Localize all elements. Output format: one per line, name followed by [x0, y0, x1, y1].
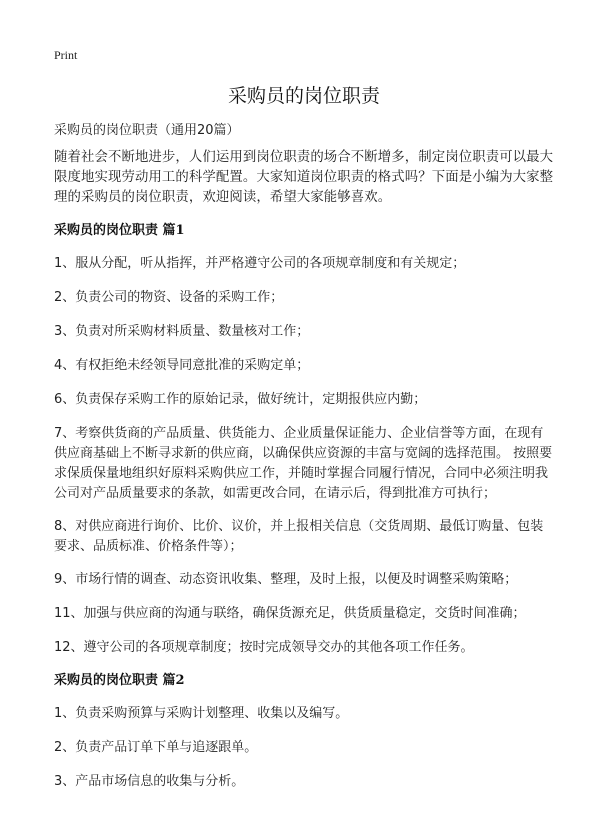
document-page	[54, 44, 554, 806]
list-item: 12、遵守公司的各项规章制度；按时完成领导交办的其他各项工作任务。	[54, 640, 474, 655]
list-item: 3、产品市场信息的收集与分析。	[54, 774, 245, 789]
document-subtitle: 采购员的岗位职责（通用20篇）	[54, 123, 240, 138]
list-item: 6、负责保存采购工作的原始记录，做好统计，定期报供应内勤；	[54, 392, 427, 407]
list-item: 3、负责对所采购材料质量、数量核对工作；	[54, 324, 310, 339]
list-item: 9、市场行情的调查、动态资讯收集、整理，及时上报，以便及时调整采购策略；	[54, 572, 518, 587]
list-item: 1、负责采购预算与采购计划整理、收集以及编写。	[54, 706, 349, 721]
section-heading: 采购员的岗位职责 篇2	[54, 673, 185, 688]
intro-paragraph: 随着社会不断地进步，人们运用到岗位职责的场合不断增多，制定岗位职责可以最大限度地实现劳动用工的科学配置。大家知道岗位职责的格式吗？下面是小编为大家整理的采购员的岗位职责，欢迎阅读，希望大家能够喜欢。	[54, 150, 554, 205]
list-item: 2、负责产品订单下单与追逐跟单。	[54, 740, 258, 755]
list-item: 8、对供应商进行询价、比价、议价，并上报相关信息（交货周期、最低订购量、包装要求、品质标准、价格条件等）；	[54, 519, 544, 554]
list-item: 1、服从分配，听从指挥，并严格遵守公司的各项规章制度和有关规定；	[54, 256, 466, 271]
list-item: 7、考察供货商的产品质量、供货能力、企业质量保证能力、企业信誉等方面，在现有供应商基础上不断寻求新的供应商，以确保供应资源的丰富与宽阔的选择范围。 按照要求保质保量地组织好原料采购供应工作，并随时掌握合同履行情况，合同中必须注明我公司对产品质量要求的条款，如需更改合同，在请示后，得到批准方可执行；	[54, 426, 553, 501]
print-link[interactable]: Print	[54, 48, 78, 62]
section-2	[54, 672, 554, 792]
list-item: 4、有权拒绝未经领导同意批准的采购定单；	[54, 358, 310, 373]
list-item: 2、负责公司的物资、设备的采购工作；	[54, 290, 284, 305]
section-1	[54, 222, 554, 658]
section-heading: 采购员的岗位职责 篇1	[54, 223, 185, 238]
list-item: 11、加强与供应商的沟通与联络，确保货源充足，供货质量稳定，交货时间准确；	[54, 606, 526, 621]
page-title: 采购员的岗位职责	[227, 85, 380, 107]
